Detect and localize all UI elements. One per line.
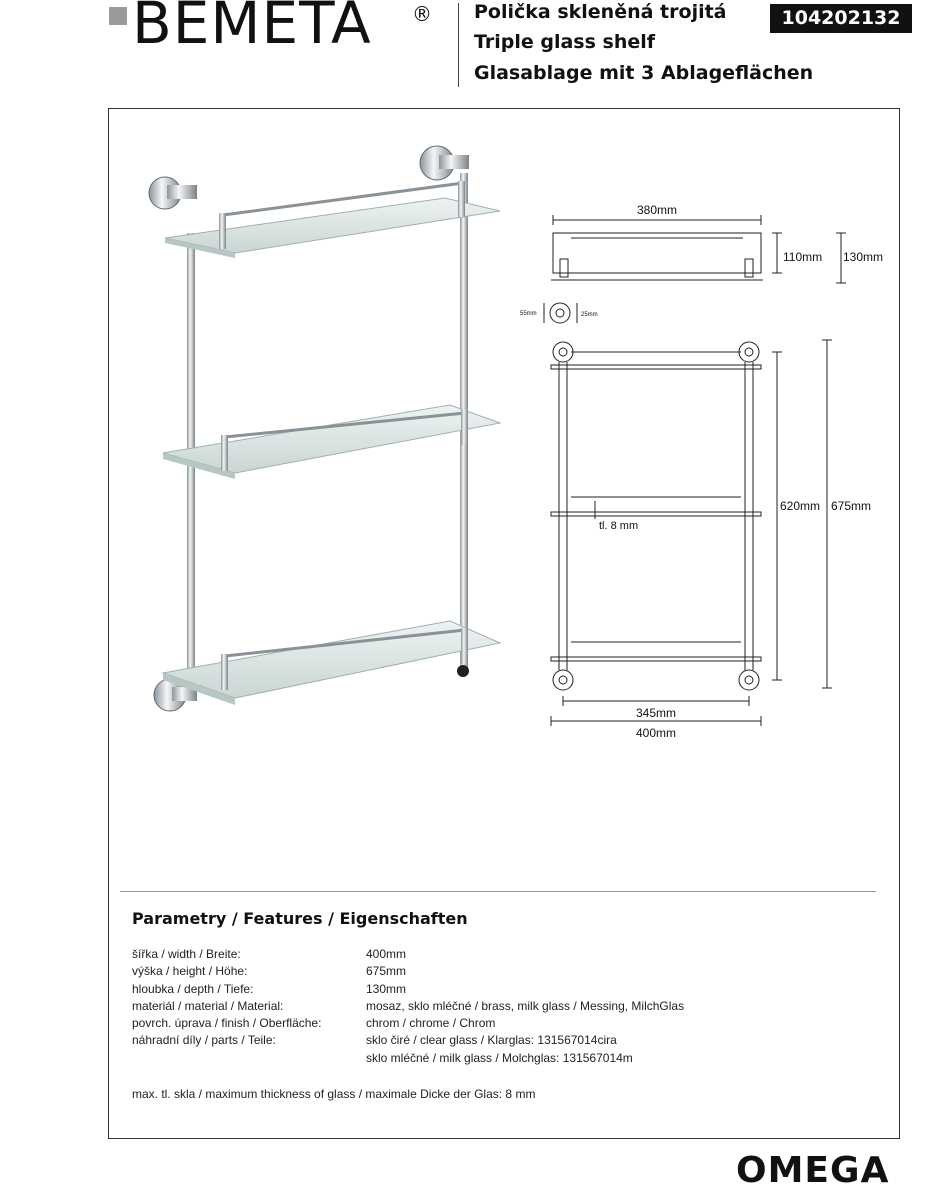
dim-rosette-dia: 55mm xyxy=(520,311,537,317)
spec-value: sklo čiré / clear glass / Klarglas: 131567014cira xyxy=(366,1033,617,1048)
spec-label: výška / height / Höhe: xyxy=(132,964,248,979)
spec-label: povrch. úprava / finish / Oberfläche: xyxy=(132,1016,322,1031)
dim-top-height: 110mm xyxy=(783,250,823,264)
dim-glass-thickness: tl. 8 mm xyxy=(599,520,639,532)
spec-row xyxy=(132,1016,684,1033)
dim-rail-width: 345mm xyxy=(635,706,677,720)
dim-top-depth: 130mm xyxy=(843,250,884,264)
features-divider xyxy=(120,891,876,892)
top-view xyxy=(551,233,763,280)
spec-row xyxy=(132,999,684,1016)
top-left-mount xyxy=(149,177,197,209)
product-title-cz: Polička skleněná trojitá xyxy=(474,1,727,23)
features-title: Parametry / Features / Eigenschaften xyxy=(132,909,468,928)
rosette-detail xyxy=(550,303,570,323)
shelf-bottom xyxy=(163,621,500,705)
dim-height-inner: 620mm xyxy=(780,499,821,513)
header-divider xyxy=(458,3,459,87)
dim-height-total: 675mm xyxy=(831,499,872,513)
dim-rosette-depth: 25mm xyxy=(581,312,598,318)
spec-value: sklo mléčné / milk glass / Molchglas: 131567014m xyxy=(366,1050,633,1065)
spec-table xyxy=(132,947,684,1068)
product-code: 104202132 xyxy=(770,4,912,33)
brand-logo: BEMETA xyxy=(132,0,372,57)
registered-mark: ® xyxy=(412,2,432,26)
logo-square xyxy=(109,7,127,25)
spec-value: 400mm xyxy=(366,947,407,961)
dim-total-width: 400mm xyxy=(635,726,677,740)
spec-row xyxy=(132,947,684,964)
dim-top-width: 380mm xyxy=(636,203,678,217)
spec-value: mosaz, sklo mléčné / brass, milk glass / Messing, MilchGlas xyxy=(366,998,685,1013)
spec-label: šířka / width / Breite: xyxy=(132,947,241,961)
spec-value: chrom / chrome / Chrom xyxy=(366,1016,496,1031)
product-title-de: Glasablage mit 3 Ablageflächen xyxy=(474,62,814,84)
spec-row xyxy=(132,964,684,981)
spec-label: hloubka / depth / Tiefe: xyxy=(132,981,254,996)
glass-thickness-note: max. tl. skla / maximum thickness of glass / maximale Dicke der Glas: 8 mm xyxy=(132,1087,536,1101)
front-view xyxy=(551,342,761,690)
series-name: OMEGA xyxy=(736,1150,890,1191)
technical-drawing xyxy=(515,195,895,755)
spec-value: 130mm xyxy=(366,981,407,996)
product-title-en: Triple glass shelf xyxy=(474,31,656,53)
spec-row xyxy=(132,982,684,999)
spec-label xyxy=(132,1051,366,1068)
shelf-top xyxy=(165,181,500,258)
spec-value: 675mm xyxy=(366,964,407,979)
spec-row xyxy=(132,1051,684,1068)
product-illustration xyxy=(145,133,525,743)
spec-row xyxy=(132,1033,684,1050)
shelf-middle xyxy=(163,405,500,479)
spec-label: materiál / material / Material: xyxy=(132,998,284,1013)
spec-label: náhradní díly / parts / Teile: xyxy=(132,1033,276,1048)
